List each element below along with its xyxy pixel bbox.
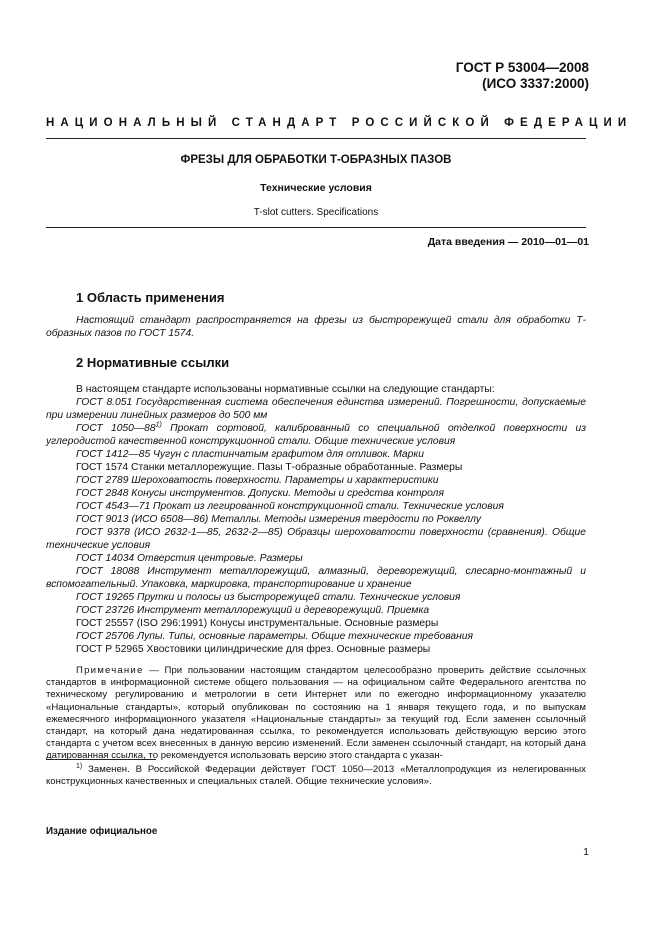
reference-item: ГОСТ 1574 Станки металлорежущие. Пазы Т-образные обработанные. Размеры (76, 462, 463, 473)
section-1-text: Настоящий стандарт распространяется на фрезы из быстрорежущей стали для обработки Т-образных пазов по ГОСТ 1574. (46, 315, 586, 339)
section-1-heading: 1 Область применения (76, 290, 225, 305)
divider (46, 227, 586, 228)
document-title: ФРЕЗЫ ДЛЯ ОБРАБОТКИ Т-ОБРАЗНЫХ ПАЗОВ (180, 154, 452, 166)
reference-item: ГОСТ 25557 (ISO 296:1991) Конусы инструментальные. Основные размеры (76, 618, 439, 629)
reference-item: ГОСТ 2848 Конусы инструментов. Допуски. Методы и средства контроля (76, 488, 444, 499)
english-title: T-slot cutters. Specifications (253, 207, 379, 218)
page-number: 1 (583, 846, 589, 858)
reference-item: ГОСТ 4543—71 Прокат из легированной конструкционной стали. Технические условия (76, 501, 504, 512)
reference-item: ГОСТ 25706 Лупы. Типы, основные параметры. Общие технические требования (76, 631, 474, 642)
national-standard-banner: НАЦИОНАЛЬНЫЙ СТАНДАРТ РОССИЙСКОЙ ФЕДЕРАЦИИ (46, 117, 633, 129)
footnote-text: Заменен. В Российской Федерации действует ГОСТ 1050—2013 «Металлопродукция из нелегированных конструкционных качественных и специальных сталей. Общие технические условия». (46, 764, 586, 788)
iso-number: (ИСО 3337:2000) (482, 76, 589, 91)
note (46, 665, 586, 763)
reference-item: ГОСТ 9013 (ИСО 6508—86) Металлы. Методы измерения твердости по Роквеллу (76, 514, 481, 525)
footnote-divider (46, 759, 156, 760)
reference-item: ГОСТ 19265 Прутки и полосы из быстрорежущей стали. Технические условия (76, 592, 461, 603)
intro-date: Дата введения — 2010—01—01 (427, 236, 589, 248)
note-text: — При пользовании настоящим стандартом целесообразно проверить действие ссылочных стандартов в информационной системе общего пользования — на официальном сайте Федерального агентства по техническому регулированию и метрологии в сети Интернет или по ежегодно информационному указателю «Национальные стандарты», который опубликован по состоянию на 1 января текущего года, и по выпускам ежемесячного информационного указателя «Национальные стандарты» за текущий год. Если заменен ссылочный стандарт, на который дана недатированная ссылка, то рекомендуется использовать действующую версию этого стандарта с учетом всех внесенных в данную версию изменений. Если заменен ссылочный стандарт, на который дана датированная ссылка, то рекомендуется использовать версию этого стандарта с указан- (46, 665, 586, 762)
reference-item: ГОСТ 23726 Инструмент металлорежущий и дереворежущий. Приемка (76, 605, 430, 616)
section-2-heading: 2 Нормативные ссылки (76, 355, 230, 370)
references-intro: В настоящем стандарте использованы нормативные ссылки на следующие стандарты: (76, 384, 495, 395)
standard-number: ГОСТ Р 53004—2008 (455, 60, 589, 75)
footnote-marker: 1) (76, 762, 83, 770)
references-list (46, 383, 586, 656)
footnote (46, 764, 586, 788)
reference-item: ГОСТ 1050—88$^{1)}$ Прокат сортовой, калиброванный со специальной отделкой поверхности из углеродистой качественной конструкционной стали. Общие технические условия (46, 421, 586, 447)
note-label: Примечание (76, 665, 144, 676)
reference-item: ГОСТ 9378 (ИСО 2632-1—85, 2632-2—85) Образцы шероховатости поверхности (сравнения). Общие технические условия (46, 527, 586, 551)
reference-item: ГОСТ 18088 Инструмент металлорежущий, алмазный, дереворежущий, слесарно-монтажный и вспомогательный. Упаковка, маркировка, транспортирование и хранение (46, 566, 586, 590)
reference-item: ГОСТ 2789 Шероховатость поверхности. Параметры и характеристики (76, 475, 439, 486)
divider (46, 138, 586, 139)
reference-item: ГОСТ Р 52965 Хвостовики цилиндрические для фрез. Основные размеры (76, 644, 431, 655)
document-subtitle: Технические условия (260, 182, 372, 194)
edition-label: Издание официальное (46, 826, 158, 837)
reference-item: ГОСТ 1412—85 Чугун с пластинчатым графитом для отливок. Марки (76, 449, 424, 460)
footnote-marker: 1) (155, 421, 162, 429)
reference-item: ГОСТ 8.051 Государственная система обеспечения единства измерений. Погрешности, допускаемые при измерении линейных размеров до 500 мм (46, 397, 586, 421)
reference-item: ГОСТ 14034 Отверстия центровые. Размеры (76, 553, 303, 564)
